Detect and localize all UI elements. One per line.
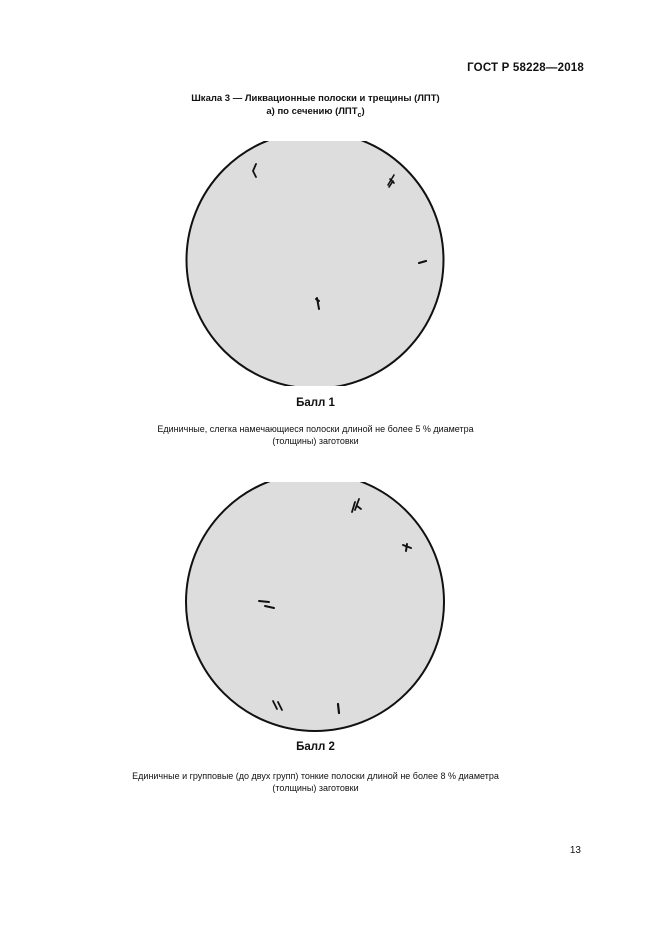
grade-caption-1: Единичные, слегка намечающиеся полоски длиной не более 5 % диаметра (толщины) заготовки [157, 424, 474, 446]
grade-label-1: Балл 1 [296, 397, 335, 409]
macro-section-figure-2 [185, 482, 447, 732]
strip-mark [338, 704, 339, 713]
sample-cross-section [187, 141, 444, 386]
grade-label-2: Балл 2 [296, 741, 335, 753]
page-number: 13 [569, 845, 581, 856]
document-header: ГОСТ Р 58228—2018 [467, 62, 584, 74]
scale-title [0, 92, 631, 122]
macro-section-figure-1 [185, 141, 447, 386]
grade-caption-2: Единичные и групповые (до двух групп) тонкие полоски длиной не более 8 % диаметра (толщины) заготовки [132, 771, 499, 793]
sample-cross-section [186, 482, 444, 731]
scale-title-line1: Шкала 3 — Ликвационные полоски и трещины (ЛПТ) [191, 93, 440, 104]
scale-title-line2: а) по сечению $(ЛПТ_с)$ [266, 106, 365, 119]
